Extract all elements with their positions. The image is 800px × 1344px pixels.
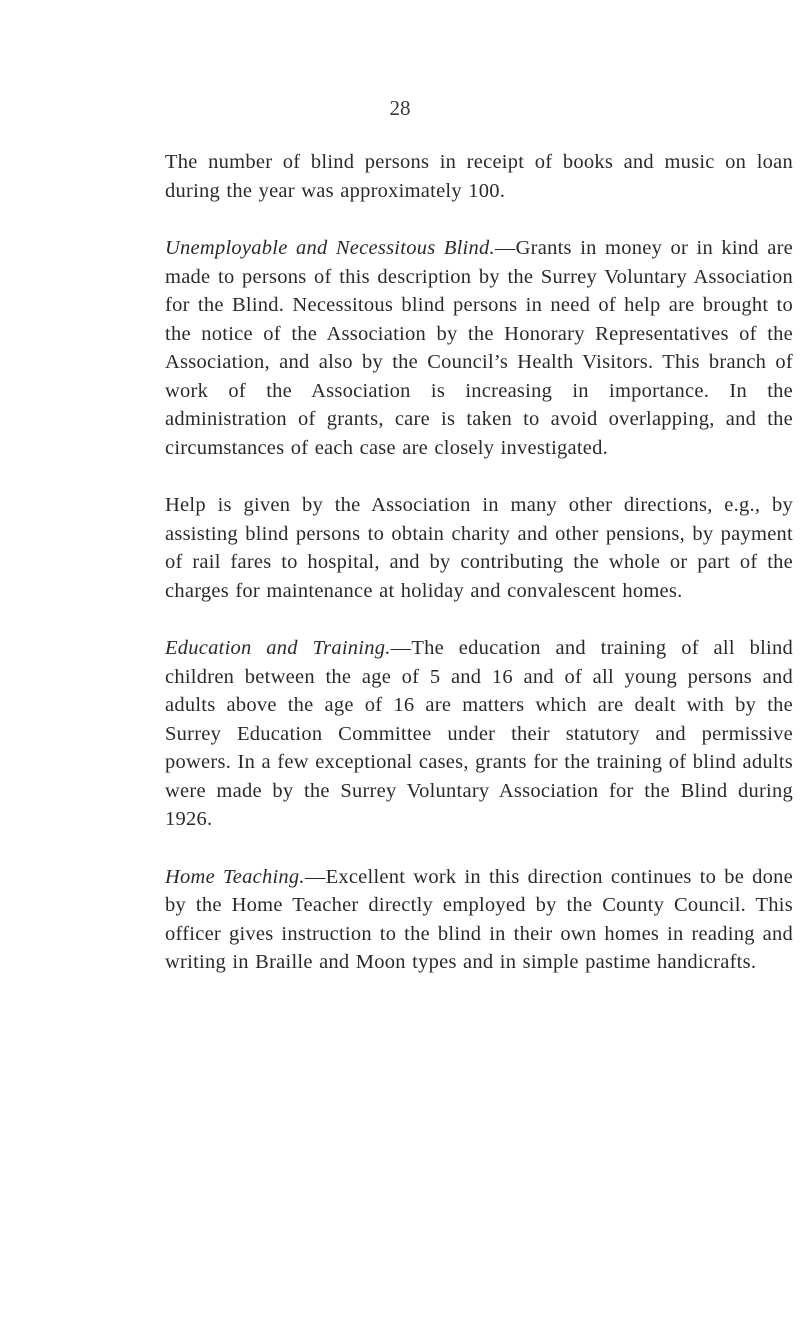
section-heading-home-teaching: Home Teaching. (165, 865, 305, 888)
paragraph-other-help (165, 491, 793, 605)
paragraph-home-teaching (165, 863, 793, 977)
section-heading-education: Education and Training. (165, 637, 391, 659)
paragraph-unemployable-blind (165, 234, 793, 462)
paragraph-education-training (165, 634, 793, 834)
paragraph-text: —The education and training of all blind children between the age of 5 and 16 and of all young persons and adults above the age of 16 are matters which are dealt with by the Surrey Education Committee under their statutory and permissive powers. In a few exceptional cases, grants for the training of blind adults were made by the Surrey Voluntary Association for the Blind during 1926. (165, 637, 793, 830)
paragraph-books-music (165, 148, 793, 205)
paragraph-text: Help is given by the Association in many other directions, e.g., by assisting blind persons to obtain charity and other pensions, by payment of rail fares to hospital, and by contributing the whole or part of the charges for maintenance at holiday and convalescent homes. (165, 494, 793, 602)
page-number: 28 (389, 96, 411, 120)
paragraph-text: —Excellent work in this direction continues to be done by the Home Teacher directly employed by the County Council. This officer gives instruction to the blind in their own homes in reading and writing in Braille and Moon types and in simple pastime handicrafts. (165, 865, 793, 973)
paragraph-text: —Grants in money or in kind are made to persons of this description by the Surrey Voluntary Association for the Blind. Necessitous blind persons in need of help are brought to the notice of the Association by the Honorary Representatives of the Association, and also by the Council’s Health Visitors. This branch of work of the Association is increasing in importance. In the administration of grants, care is taken to avoid overlapping, and the circumstances of each case are closely investigated. (165, 237, 793, 459)
document-body (165, 148, 793, 1006)
paragraph-text: The number of blind persons in receipt of books and music on loan during the year was approximately 100. (165, 151, 793, 202)
section-heading-unemployable: Unemployable and Necessitous Blind. (165, 237, 495, 259)
